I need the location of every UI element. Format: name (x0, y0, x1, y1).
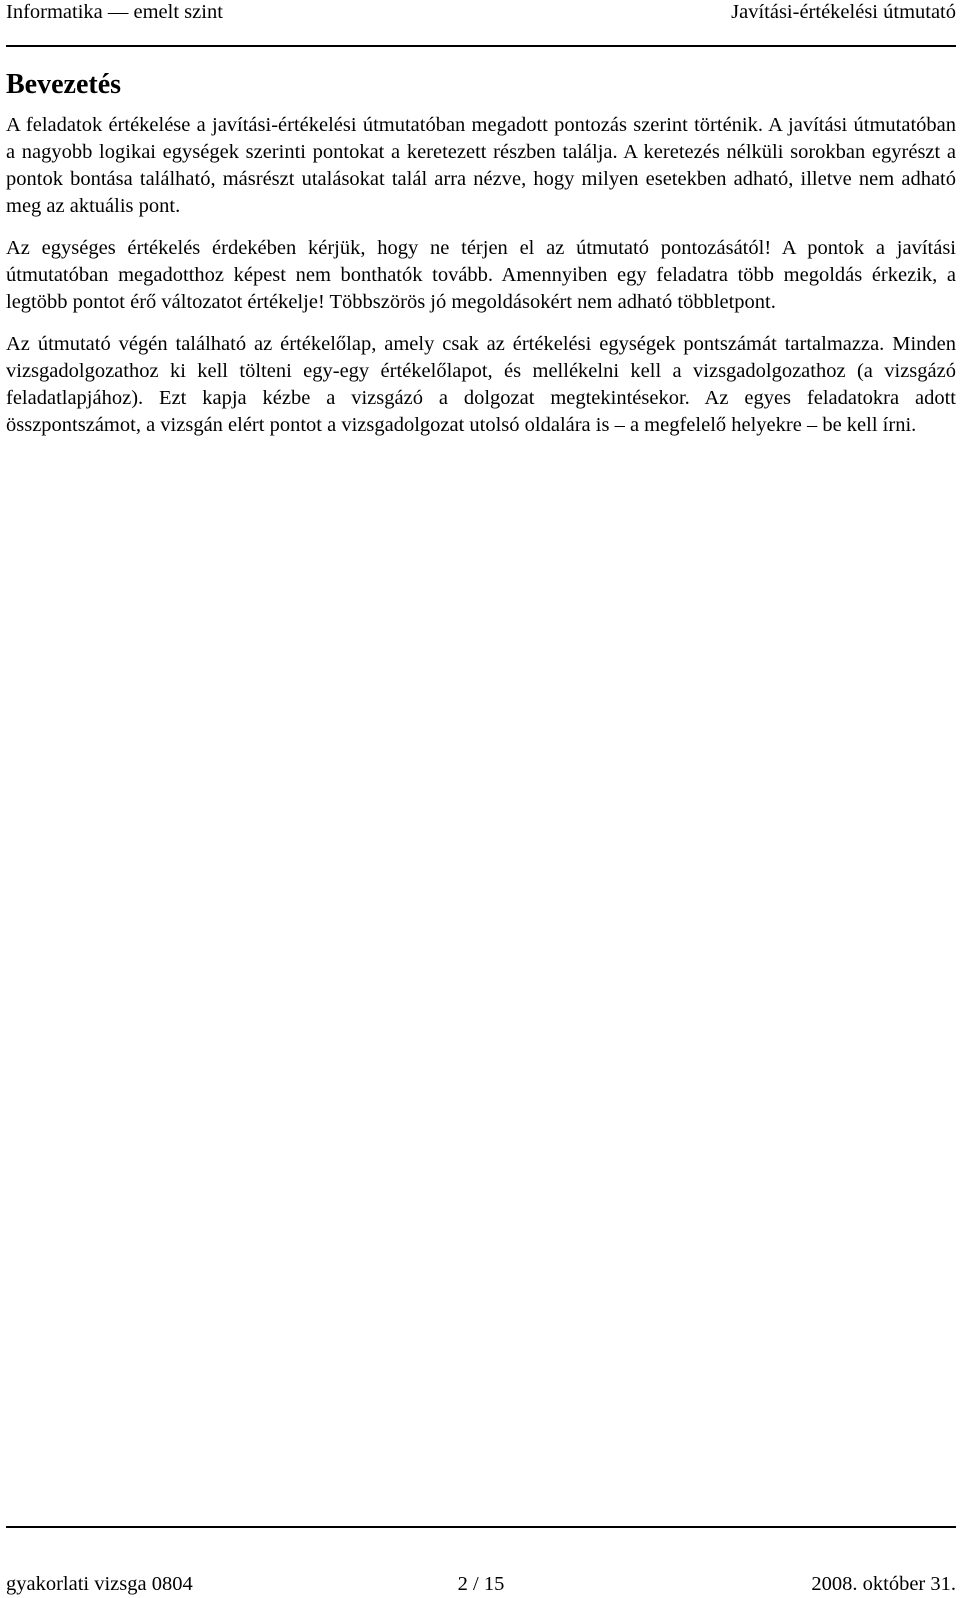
page-content (6, 60, 956, 439)
footer-exam-code: gyakorlati vizsga 0804 (6, 1573, 193, 1595)
page-footer (6, 1572, 956, 1598)
footer-page-number: 2 / 15 (457, 1573, 505, 1595)
header-subject: Informatika — emelt szint (6, 1, 223, 23)
footer-date: 2008. október 31. (811, 1573, 956, 1595)
header-divider (6, 45, 956, 47)
section-title: Bevezetés (6, 69, 122, 100)
paragraph-uniform-scoring: Az egységes értékelés érdekében kérjük, hogy ne térjen el az útmutató pontozásától! A pontok a javítási útmutatóban megadotthoz képest nem bonthatók tovább. Amennyiben egy feladatra több megoldás érkezik, a legtöbb pontot érő változatot értékelje! Többszörös jó megoldásokért nem adható többletpont. (6, 237, 956, 313)
page-header (6, 0, 956, 40)
header-doc-type: Javítási-értékelési útmutató (731, 1, 956, 23)
paragraph-intro: A feladatok értékelése a javítási-értékelési útmutatóban megadott pontozás szerint történik. A javítási útmutatóban a nagyobb logikai egységek szerinti pontokat a keretezett részben találja. A keretezés nélküli sorokban egyrészt a pontok bontása található, másrészt utalásokat talál arra nézve, hogy milyen esetekben adható, illetve nem adható meg az aktuális pont. (6, 114, 956, 217)
paragraph-evaluation-sheet: Az útmutató végén található az értékelőlap, amely csak az értékelési egységek pontszámát tartalmazza. Minden vizsgadolgozathoz ki kell tölteni egy-egy értékelőlapot, és mellékelni kell a vizsgadolgozathoz (a vizsgázó feladatlapjához). Ezt kapja kézbe a vizsgázó a dolgozat megtekintésekor. Az egyes feladatokra adott összpontszámot, a vizsgán elért pontot a vizsgadolgozat utolsó oldalára is – a megfelelő helyekre – be kell írni. (6, 333, 956, 436)
footer-divider (6, 1526, 956, 1528)
